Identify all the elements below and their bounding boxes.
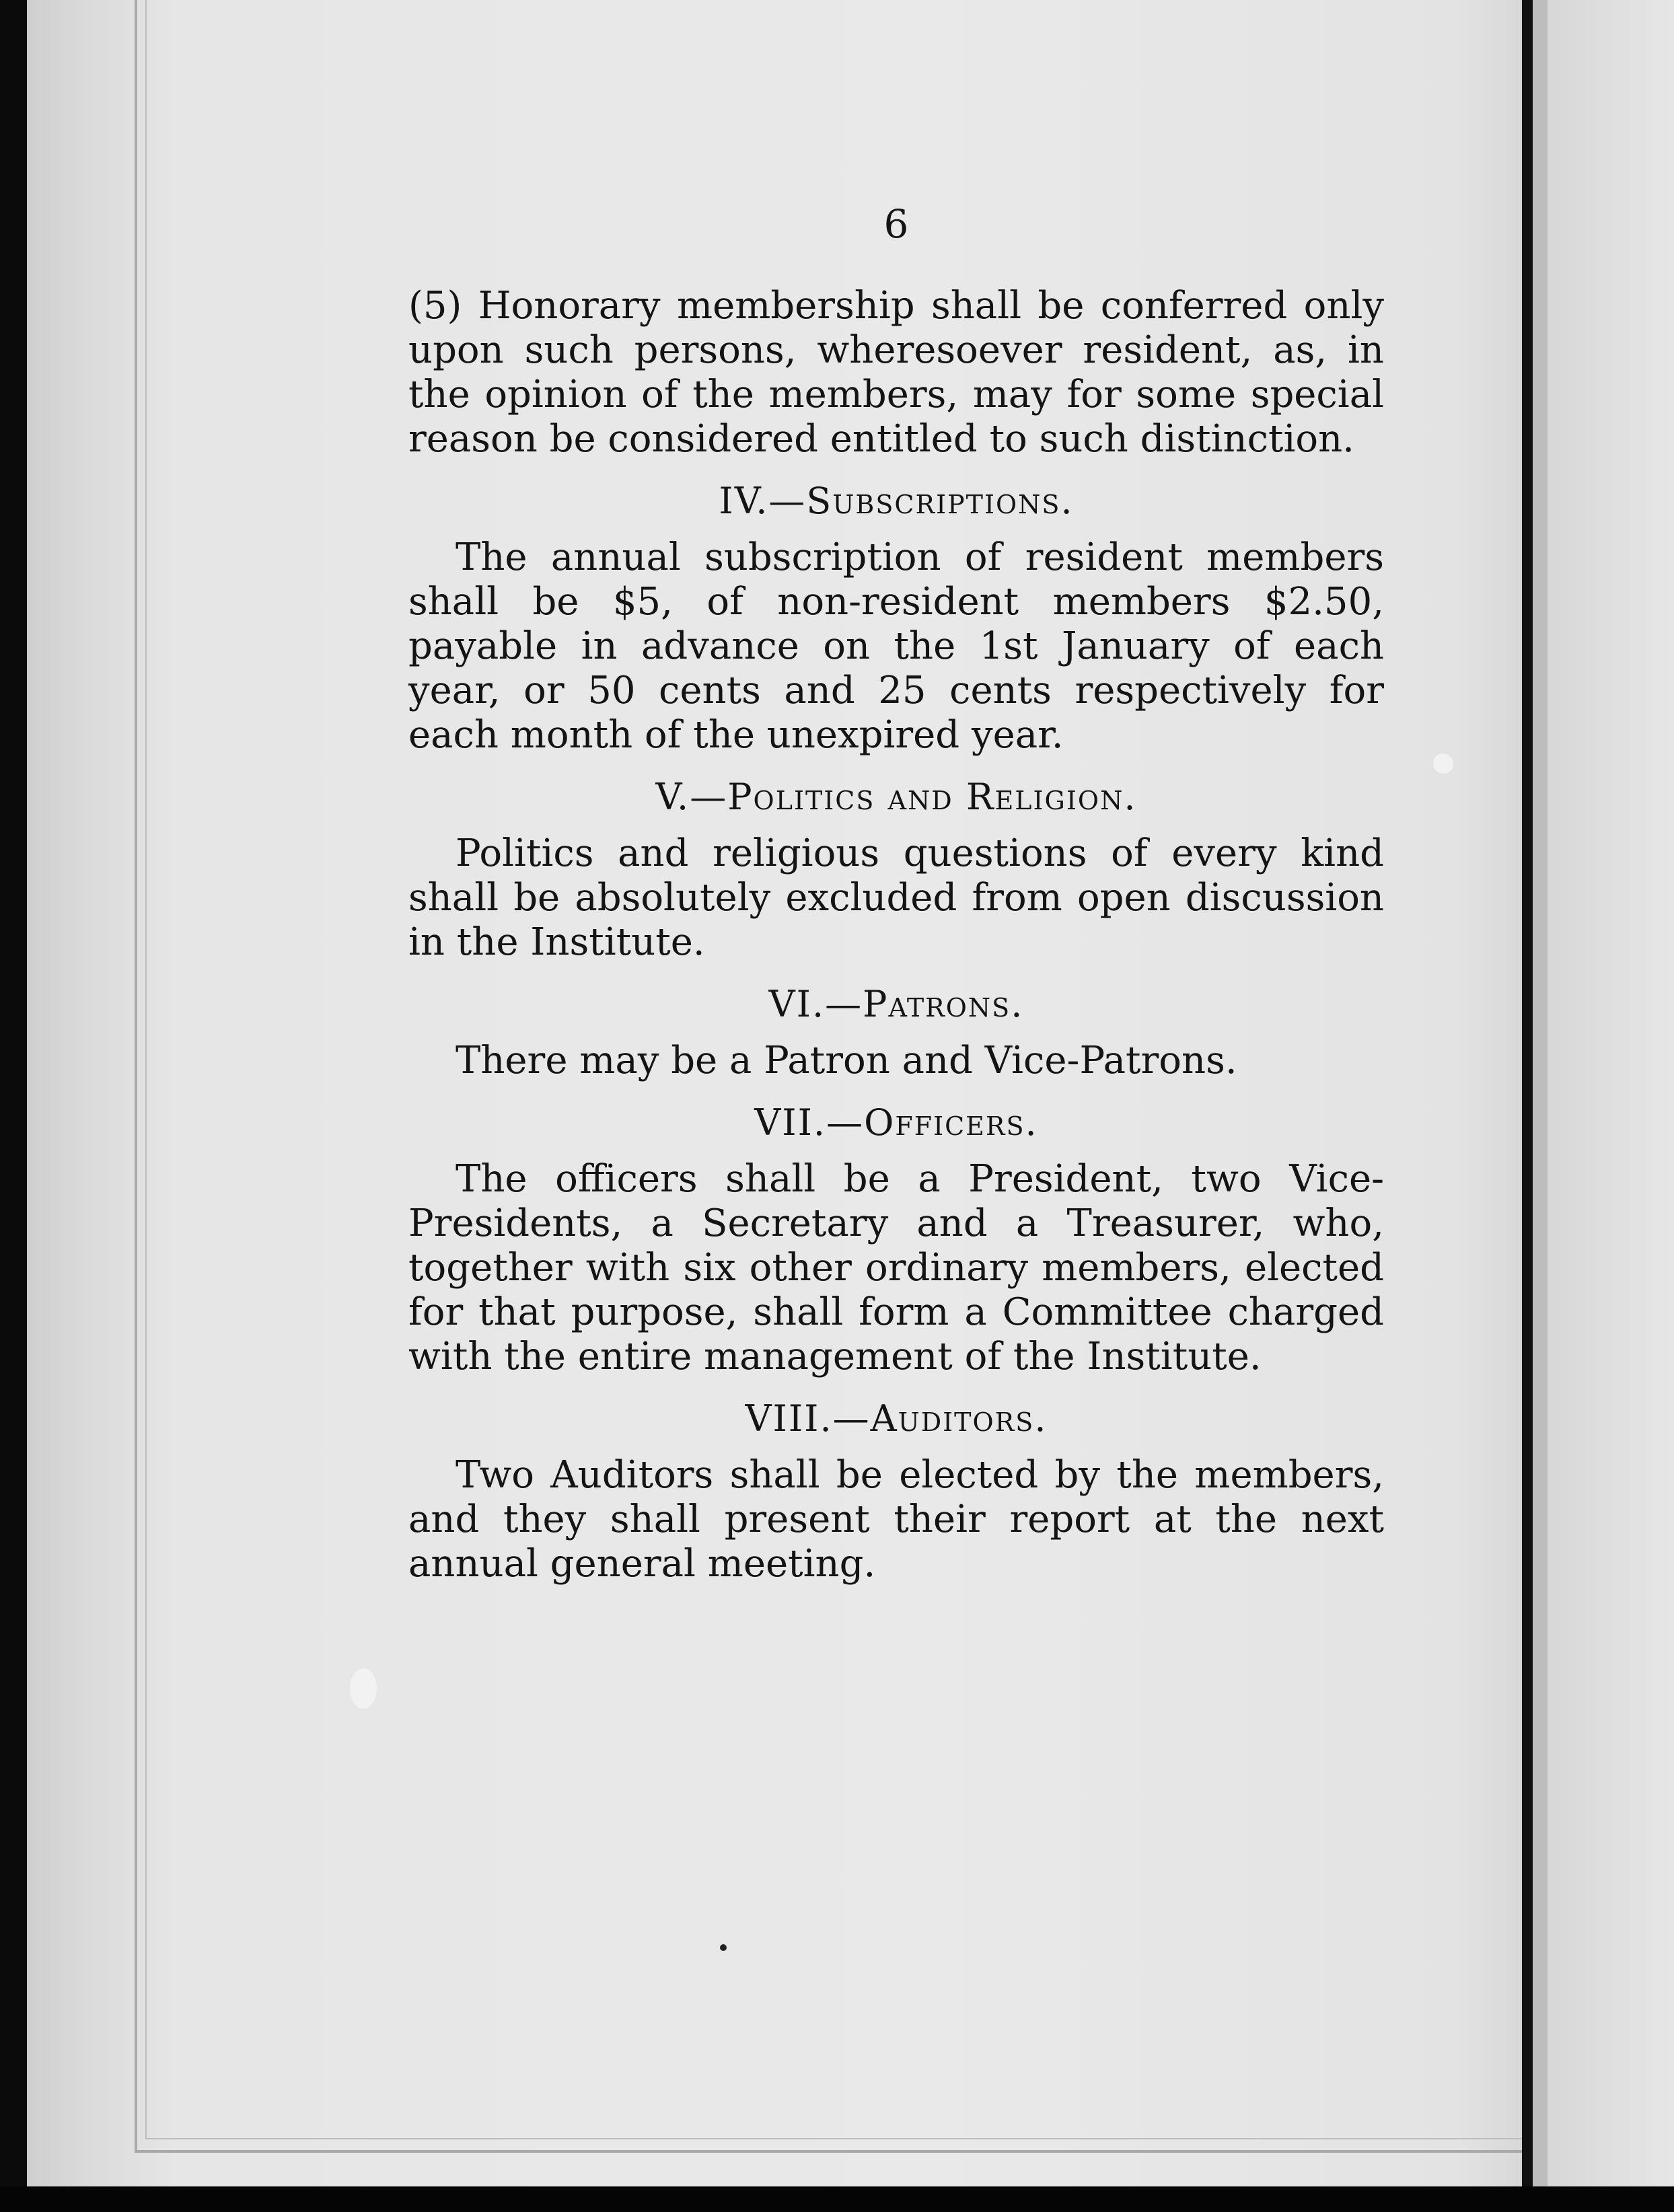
paragraph-politics-religion: Politics and religious questions of every kind shall be absolutely excluded from open discussion in the Institute. bbox=[408, 832, 1384, 964]
heading-officers: VII.—Officers. bbox=[754, 1101, 1038, 1144]
ink-dot bbox=[720, 1944, 727, 1951]
paper-speck bbox=[1433, 753, 1453, 774]
heading-auditors: VIII.—Auditors. bbox=[745, 1397, 1048, 1440]
page-text-block bbox=[408, 202, 1384, 1586]
paragraph-auditors: Two Auditors shall be elected by the members, and they shall present their report at the next annual general meeting. bbox=[408, 1453, 1384, 1586]
paragraph-honorary-membership: (5) Honorary membership shall be conferred only upon such persons, wheresoever resident, as, in the opinion of the members, may for some special reason be considered entitled to such distinction. bbox=[408, 284, 1384, 461]
heading-subscriptions: IV.—Subscriptions. bbox=[719, 480, 1074, 522]
paper-speck bbox=[350, 1668, 377, 1709]
next-page-sliver bbox=[1548, 0, 1674, 2186]
scan-bottom-border bbox=[0, 2186, 1674, 2212]
page-number: 6 bbox=[883, 201, 909, 247]
heading-patrons: VI.—Patrons. bbox=[768, 983, 1024, 1025]
heading-politics-religion: V.—Politics and Religion. bbox=[655, 776, 1137, 818]
paragraph-patrons: There may be a Patron and Vice-Patrons. bbox=[456, 1039, 1237, 1082]
paragraph-subscriptions: The annual subscription of resident members shall be $5, of non-resident members $2.50, payable in advance on the 1st January of each year, or 50 cents and 25 cents respectively for each month of the unexpired year. bbox=[408, 536, 1384, 757]
next-page-edge bbox=[1533, 0, 1548, 2186]
paragraph-officers: The officers shall be a President, two Vice-Presidents, a Secretary and a Treasurer, who, together with six other ordinary members, elected for that purpose, shall form a Committee charged with the entire management of the Institute. bbox=[408, 1157, 1384, 1378]
book-gutter bbox=[1522, 0, 1533, 2186]
